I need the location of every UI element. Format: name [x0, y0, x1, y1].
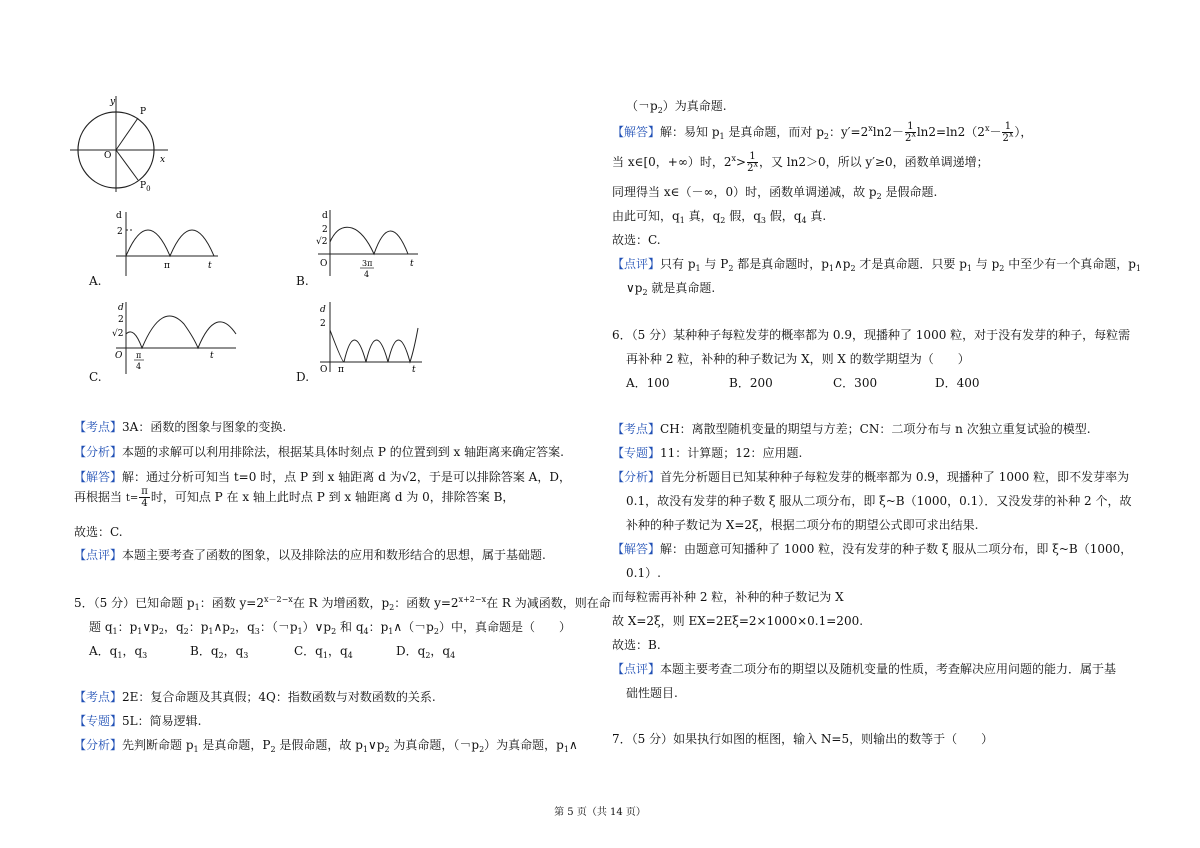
option-c-label: C. — [89, 370, 102, 384]
graph-d-o: O — [320, 365, 328, 375]
graph-d-pi: π — [338, 365, 344, 375]
graph-a-2: 2 — [117, 227, 123, 237]
q6-line-2: 再补种 2 粒，补种的种子数记为 X，则 X 的数学期望为（ ） — [626, 352, 970, 366]
r-line-4: 同理得当 x∈（－∞，0）时，函数单调递减，故 $p_2$ 是假命题. — [612, 185, 938, 201]
q5-line-2: 题 $q_1$：$p_1\vee p_2$，$q_2$：$p_1\wedge p_2$，$q_3$：（￢$p_1)\vee p_2$ 和 $q_4$：$p_1\wedge$（￢$p_2$）中，真命题是（ ） — [89, 620, 571, 636]
q6-option-d: D．400 — [935, 376, 980, 390]
q6-jieda-3: 而每粒需再补种 2 粒，补种的种子数记为 X — [612, 590, 844, 604]
q6-option-c: C．300 — [833, 376, 878, 390]
graph-a — [112, 206, 222, 280]
graph-b-2: 2 — [322, 225, 328, 235]
r-dianping-line: 【点评】只有 $p_1$ 与 $P_2$ 都是真命题时，$p_1\wedge p_2$ 才是真命题．只要 $p_1$ 与 $p_2$ 中至少有一个真命题，$p_1$ — [612, 257, 1141, 273]
page-footer: 第 5 页（共 14 页） — [554, 807, 646, 818]
dianping-line: 【点评】本题主要考查了函数的图象，以及排除法的应用和数形结合的思想，属于基础题. — [74, 548, 546, 562]
q6-answer: 故选：B. — [612, 638, 661, 652]
kaodian-line: 【考点】3A：函数的图象与图象的变换. — [74, 420, 287, 434]
graph-c-o: O — [115, 351, 123, 361]
r-jieda-line: 【解答】解：易知 $p_1$ 是真命题，而对 $p_2$：$y'=2^x\ln 2-$ $\frac{1}{2^x}$ $\ln 2=\ln 2(2^x-$ $\frac{1}{2^x}$ ）， — [612, 121, 1033, 144]
q6-fenxi-1: 【分析】首先分析题目已知某种种子每粒发芽的概率都为 0.9，现播种了 1000 粒，即不发芽率为 — [612, 470, 1130, 484]
graph-b-t: t — [410, 259, 414, 269]
circle-p0-label: $P_0$ — [140, 181, 151, 193]
graph-c-t: t — [210, 351, 214, 361]
option-b-label: B. — [296, 274, 309, 288]
q7-line: 7．（5 分）如果执行如图的框图，输入 N=5，则输出的数等于（ ） — [612, 732, 994, 746]
q5-option-d: D．$q_2$，$q_4$ — [396, 644, 456, 660]
q6-jieda-2: 0.1）. — [626, 566, 661, 580]
jieda-tag: 【解答】 — [74, 470, 123, 484]
q5-option-b: B．$q_2$，$q_3$ — [190, 644, 249, 660]
graph-d-d: d — [320, 305, 326, 315]
graph-b-frac-num: 3π — [362, 259, 373, 268]
q6-option-a: A．100 — [626, 376, 670, 390]
circle-p-label: P — [140, 107, 147, 117]
q6-jieda-4: 故 X=2ξ，则 EX=2Eξ=2×1000×0.1=200. — [612, 614, 864, 628]
fenxi-line: 【分析】本题的求解可以利用排除法，根据某具体时刻点 P 的位置到到 x 轴距离来确定答案. — [74, 445, 564, 459]
jieda-line-2: 再根据当 t= $\frac{\pi}{4}$ 时，可知点 P 在 x 轴上此时点 P 到 x 轴距离 d 为 0，排除答案 B， — [74, 486, 515, 509]
q5-option-c: C．$q_1$，$q_4$ — [294, 644, 353, 660]
graph-d-t: t — [412, 365, 416, 375]
q5-option-a: A．$q_1$，$q_3$ — [89, 644, 148, 660]
dianping-tag: 【点评】 — [74, 548, 123, 562]
graph-b-d: d — [322, 211, 328, 221]
graph-b-frac-den: 4 — [364, 270, 370, 279]
graph-c-d: d — [118, 303, 124, 313]
q6-fenxi-2: 0.1，故没有发芽的种子数 ξ 服从二项分布，即 ξ~B（1000，0.1）．又没发芽的补种 2 个，故 — [626, 494, 1132, 508]
graph-c-sqrt2: √2 — [112, 329, 124, 339]
unit-circle-figure — [68, 92, 178, 196]
option-d-label: D. — [296, 370, 310, 384]
q6-zhuanti: 【专题】11：计算题；12：应用题. — [612, 446, 803, 460]
option-a-label: A. — [89, 274, 102, 288]
q5-line-1: 5．（5 分）已知命题 $p_1$：函数 $y=2^{x-2-x}$在 R 为增函数，$p_2$：函数 $y=2^{x+2-x}$在 R 为减函数，则在命 — [74, 595, 611, 612]
q6-jieda-1: 【解答】解：由题意可知播种了 1000 粒，没有发芽的种子数 ξ 服从二项分布，即 ξ~B（1000， — [612, 542, 1133, 556]
kaodian-tag: 【考点】 — [74, 420, 123, 434]
r-answer: 故选：C. — [612, 233, 661, 247]
fenxi-tag: 【分析】 — [74, 445, 123, 459]
graph-c — [112, 300, 240, 376]
q6-option-b: B．200 — [729, 376, 773, 390]
graph-b-o: O — [320, 259, 328, 269]
graph-d — [314, 300, 426, 376]
q6-dianping-2: 础性题目. — [626, 686, 678, 700]
q5-zhuanti: 【专题】5L：简易逻辑. — [74, 714, 202, 728]
q5-fenxi: 【分析】先判断命题 $p_1$ 是真命题，$P_2$ 是假命题，故 $p_1\vee p_2$ 为真命题，（￢$p_2$）为真命题，$p_1\wedge$ — [74, 738, 578, 754]
jieda-line: 【解答】解：通过分析可知当 t=0 时，点 P 到 x 轴距离 d 为√2，于是可以排除答案 A，D， — [74, 470, 571, 484]
r-line-8: $\vee p_2$ 就是真命题. — [626, 281, 716, 297]
answer-line: 故选：C. — [74, 525, 123, 539]
graph-a-t: t — [208, 261, 212, 271]
q6-line-1: 6．（5 分）某种种子每粒发芽的概率都为 0.9，现播种了 1000 粒，对于没有发芽的种子，每粒需 — [612, 328, 1131, 342]
graph-c-frac-num: π — [136, 351, 142, 360]
circle-o-label: O — [104, 151, 112, 161]
q6-fenxi-3: 补种的种子数记为 X=2ξ，根据二项分布的期望公式即可求出结果. — [626, 518, 979, 532]
graph-c-frac-den: 4 — [136, 362, 142, 371]
graph-d-2: 2 — [320, 319, 326, 329]
r-line-3: 当 x∈[0，+∞）时，$2^x>$ $\frac{1}{2^x}$ ，又 ln2＞0，所以 y′≥0，函数单调递增； — [612, 151, 989, 174]
r-line-5: 由此可知，$q_1$ 真，$q_2$ 假，$q_3$ 假，$q_4$ 真. — [612, 209, 827, 225]
q6-dianping-1: 【点评】本题主要考查二项分布的期望以及随机变量的性质，考查解决应用问题的能力．属于基 — [612, 662, 1117, 676]
graph-b — [312, 206, 422, 280]
circle-y-label: y — [110, 97, 116, 107]
graph-b-sqrt2: √2 — [316, 237, 328, 247]
graph-c-2: 2 — [118, 315, 124, 325]
circle-x-label: x — [160, 155, 166, 165]
r-line-1: （￢$p_2$）为真命题. — [626, 99, 727, 115]
graph-a-d: d — [116, 211, 122, 221]
q6-kaodian: 【考点】CH：离散型随机变量的期望与方差；CN：二项分布与 n 次独立重复试验的模型. — [612, 422, 1091, 436]
q5-kaodian: 【考点】2E：复合命题及其真假；4Q：指数函数与对数函数的关系. — [74, 690, 436, 704]
graph-a-pi: π — [164, 261, 170, 271]
